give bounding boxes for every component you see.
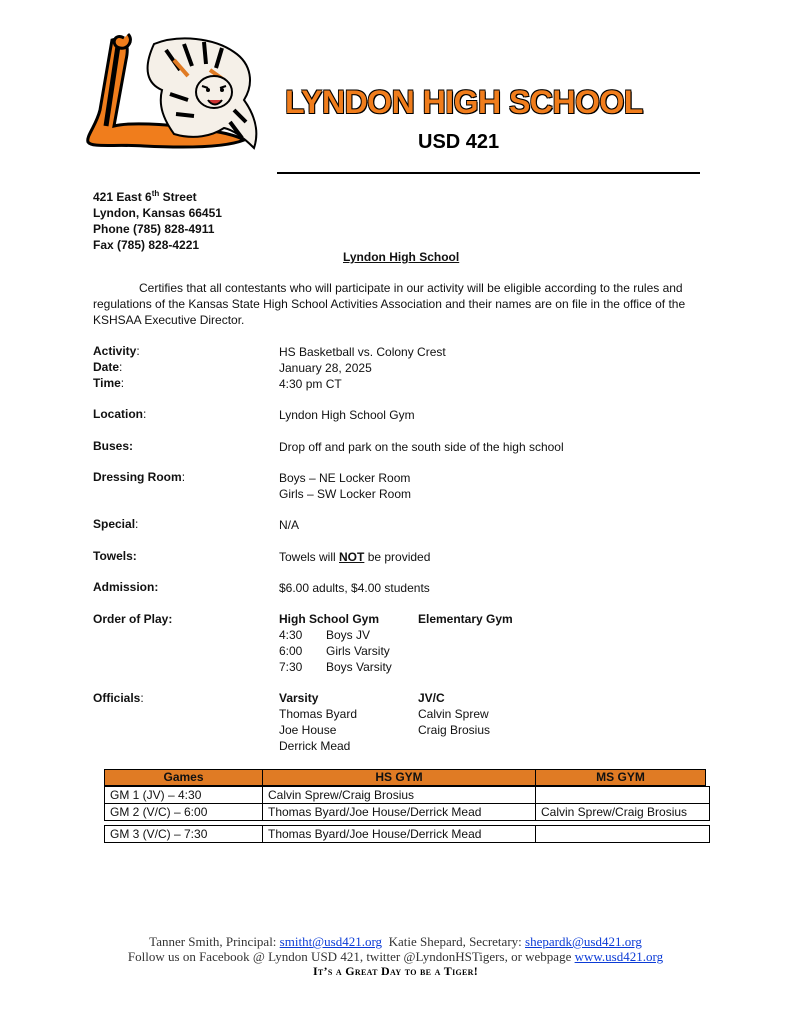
principal-email-link[interactable]: smitht@usd421.org: [279, 934, 383, 949]
website-link[interactable]: www.usd421.org: [574, 949, 664, 964]
varsity-official: Derrick Mead: [279, 739, 351, 753]
document-heading: Lyndon High School: [343, 250, 460, 264]
contacts-line: Tanner Smith, Principal: smitht@usd421.org Katie Shepard, Secretary: shepardk@usd421.org: [149, 934, 642, 949]
table-cell-game: GM 2 (V/C) – 6:00: [104, 803, 263, 821]
school-name-title: LYNDON HIGH SCHOOL: [285, 84, 643, 120]
elementary-gym-heading: Elementary Gym: [418, 612, 513, 626]
school-motto: It’s a Great Day to be a Tiger!: [312, 964, 479, 978]
play-game: Boys Varsity: [326, 660, 392, 674]
fax-line: Fax (785) 828-4221: [93, 238, 200, 252]
table-cell-ms: [535, 786, 710, 804]
date-value: January 28, 2025: [279, 361, 372, 375]
play-game: Girls Varsity: [326, 644, 390, 658]
admission-label: Admission:: [93, 580, 159, 594]
table-cell-hs: Thomas Byard/Joe House/Derrick Mead: [262, 803, 536, 821]
street-line: 421 East 6th Street: [93, 189, 197, 204]
buses-value: Drop off and park on the south side of the high school: [279, 440, 564, 454]
play-time: 6:00: [279, 644, 303, 658]
special-label: Special:: [93, 517, 139, 531]
table-header-ms-gym: MS GYM: [535, 769, 706, 786]
table-cell-game: GM 3 (V/C) – 7:30: [104, 825, 263, 843]
table-cell-hs: Thomas Byard/Joe House/Derrick Mead: [262, 825, 536, 843]
footer: [0, 934, 791, 979]
location-value: Lyndon High School Gym: [279, 408, 415, 422]
table-header-games: Games: [104, 769, 263, 786]
dressing-room-boys: Boys – NE Locker Room: [279, 471, 411, 485]
hs-gym-heading: High School Gym: [279, 612, 380, 626]
order-of-play-label: Order of Play:: [93, 612, 173, 626]
dressing-room-girls: Girls – SW Locker Room: [279, 487, 412, 501]
time-label: Time:: [93, 376, 125, 390]
date-label: Date:: [93, 360, 123, 374]
follow-line: Follow us on Facebook @ Lyndon USD 421, twitter @LyndonHSTigers, or webpage www.usd421.org: [127, 949, 664, 964]
dressing-room-label: Dressing Room:: [93, 470, 186, 484]
tiger-logo: [84, 30, 266, 160]
jvc-heading: JV/C: [418, 691, 445, 705]
activity-value: HS Basketball vs. Colony Crest: [279, 345, 446, 359]
table-cell-game: GM 1 (JV) – 4:30: [104, 786, 263, 804]
table-cell-ms: Calvin Sprew/Craig Brosius: [535, 803, 710, 821]
activity-label: Activity:: [93, 344, 140, 358]
city-line: Lyndon, Kansas 66451: [93, 206, 222, 220]
towels-label: Towels:: [93, 549, 137, 563]
location-label: Location:: [93, 407, 147, 421]
table-cell-hs: Calvin Sprew/Craig Brosius: [262, 786, 536, 804]
time-value: 4:30 pm CT: [279, 377, 342, 391]
varsity-official: Thomas Byard: [279, 707, 358, 721]
phone-line: Phone (785) 828-4911: [93, 222, 215, 236]
jvc-official: Craig Brosius: [418, 723, 491, 737]
school-address: [93, 186, 222, 253]
jvc-official: Calvin Sprew: [418, 707, 489, 721]
header-divider: [277, 172, 700, 174]
varsity-heading: Varsity: [279, 691, 319, 705]
district-name: USD 421: [418, 131, 500, 153]
buses-label: Buses:: [93, 439, 134, 453]
play-time: 4:30: [279, 628, 303, 642]
towels-value: Towels will NOT be provided: [279, 550, 431, 564]
secretary-email-link[interactable]: shepardk@usd421.org: [525, 934, 642, 949]
play-game: Boys JV: [326, 628, 371, 642]
admission-value: $6.00 adults, $4.00 students: [279, 581, 430, 595]
play-time: 7:30: [279, 660, 303, 674]
table-cell-ms: [535, 825, 710, 843]
officials-label: Officials:: [93, 691, 144, 705]
varsity-official: Joe House: [279, 723, 337, 737]
table-header-hs-gym: HS GYM: [262, 769, 536, 786]
certification-paragraph: Certifies that all contestants who will participate in our activity will be eligible according to the rules and regulations of the Kansas State High School Activities Association and their names are on file in the office of the KSHSAA Executive Director.: [93, 281, 686, 327]
special-value: N/A: [279, 518, 300, 532]
